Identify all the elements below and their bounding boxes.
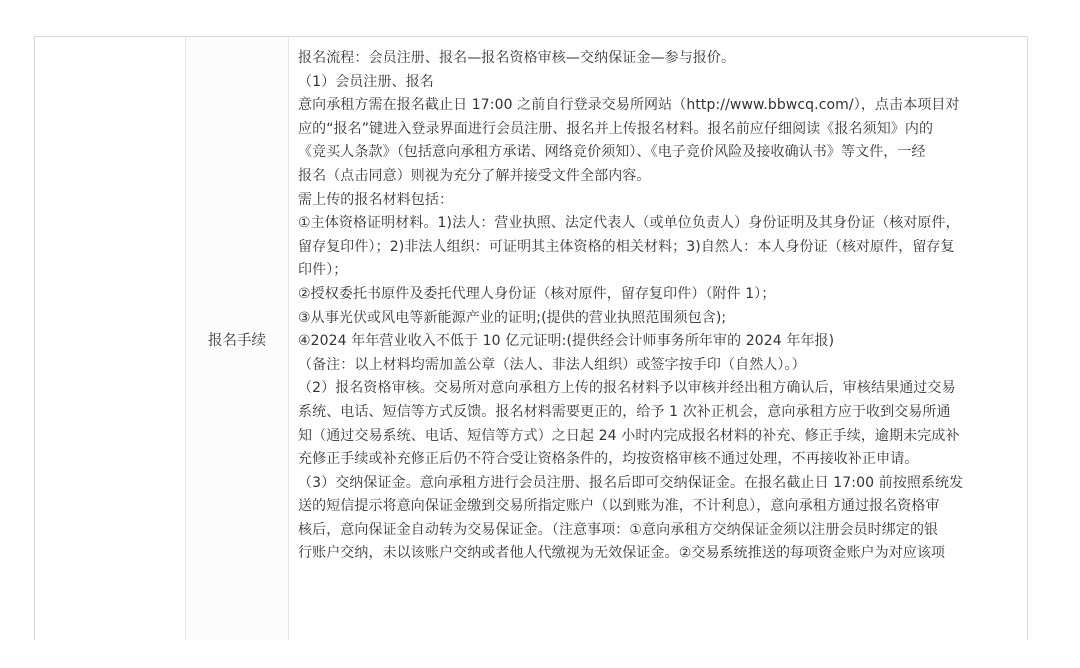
content-line: 《竞买人条款》（包括意向承租方承诺、网络竞价须知）、《电子竞价风险及接收确认书》等文件，一经 [298, 144, 926, 161]
content-line: 报名（点击同意）则视为充分了解并接受文件全部内容。 [298, 167, 651, 184]
info-table [34, 36, 1028, 640]
content-line: ②授权委托书原件及委托代理人身份证（核对原件，留存复印件）（附件 1）； [298, 285, 776, 302]
row-label-cell [186, 37, 289, 640]
content-line: 意向承租方需在报名截止日 17:00 之前自行登录交易所网站（http://www.bbwcq.com/），点击本项目对 [298, 97, 960, 114]
content-line: （备注：以上材料均需加盖公章（法人、非法人组织）或签字按手印（自然人）。） [298, 356, 806, 373]
content-line: 行账户交纳，未以该账户交纳或者他人代缴视为无效保证金。②交易系统推送的每项资金账户为对应该项 [298, 545, 946, 562]
content-line: ③从事光伏或风电等新能源产业的证明;(提供的营业执照范围须包含); [298, 309, 727, 326]
content-line: ①主体资格证明材料。1)法人：营业执照、法定代表人（或单位负责人）身份证明及其身份证（核对原件， [298, 215, 960, 232]
content-line: 系统、电话、短信等方式反馈。报名材料需要更正的，给予 1 次补正机会，意向承租方应于收到交易所通 [298, 403, 951, 420]
content-line: 知（通过交易系统、电话、短信等方式）之日起 24 小时内完成报名材料的补充、修正手续，逾期未完成补 [298, 427, 960, 444]
content-line: ④2024 年年营业收入不低于 10 亿元证明:(提供经会计师事务所年审的 2024 年年报) [298, 333, 835, 350]
content-line: （1）会员注册、报名 [298, 73, 434, 90]
content-line: 报名流程：会员注册、报名—报名资格审核—交纳保证金—参与报价。 [298, 50, 736, 66]
content-line: 印件）； [298, 262, 348, 279]
content-cell [289, 37, 1027, 640]
content-line: 送的短信提示将意向保证金缴到交易所指定账户（以到账为准，不计利息），意向承租方通过报名资格审 [298, 498, 940, 515]
content-line: 需上传的报名材料包括： [298, 191, 454, 208]
content-line: 留存复印件）；2)非法人组织：可证明其主体资格的相关材料；3)自然人：本人身份证（核对原件，留存复 [298, 238, 955, 255]
content-line: 应的“报名”键进入登录界面进行会员注册、报名并上传报名材料。报名前应仔细阅读《报名须知》内的 [298, 120, 934, 137]
content-line: （3）交纳保证金。意向承租方进行会员注册、报名后即可交纳保证金。在报名截止日 17:00 前按照系统发 [298, 474, 964, 491]
content-line: 充修正手续或补充修正后仍不符合受让资格条件的，均按资格审核不通过处理，不再接收补正申请。 [298, 451, 919, 468]
row-label: 报名手续 [208, 333, 266, 349]
blank-column [35, 37, 186, 640]
content-line: （2）报名资格审核。交易所对意向承租方上传的报名材料予以审核并经出租方确认后，审核结果通过交易 [298, 380, 956, 397]
content-line: 核后，意向保证金自动转为交易保证金。（注意事项：①意向承租方交纳保证金须以注册会员时绑定的银 [298, 521, 939, 538]
